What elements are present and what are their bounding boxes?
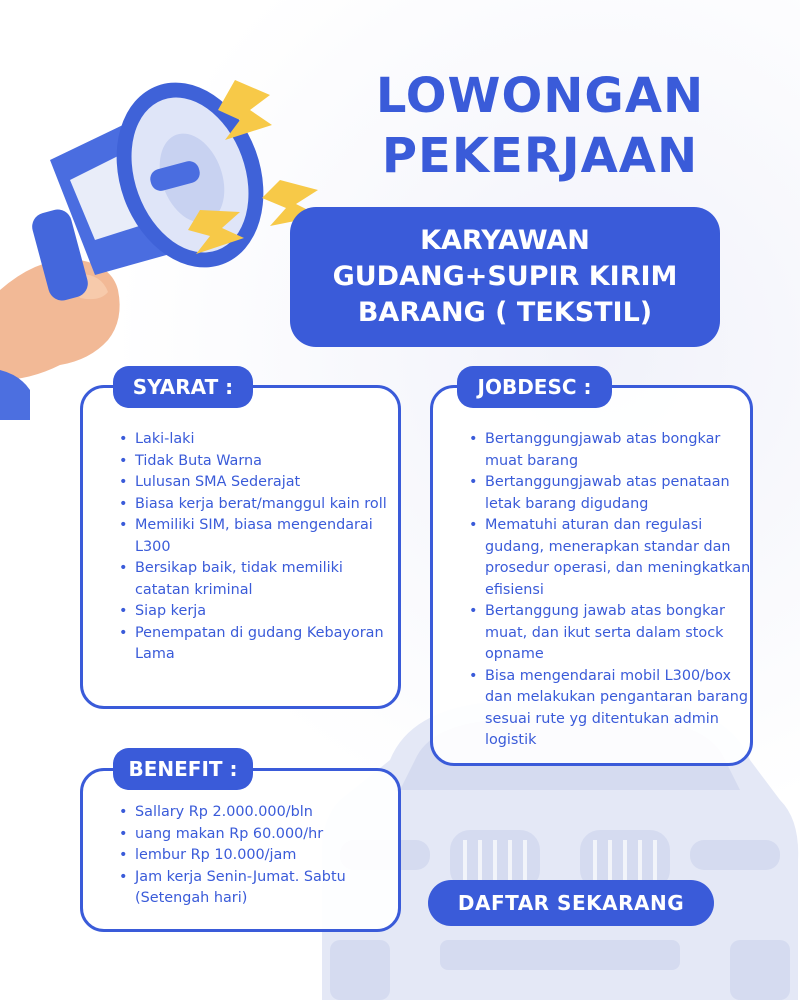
list-item: • Bersikap baik, tidak memiliki catatan kriminal — [135, 558, 400, 601]
list-item: • Lulusan SMA Sederajat — [135, 472, 400, 494]
list-item: • Jam kerja Senin-Jumat. Sabtu (Setengah hari) — [135, 867, 405, 910]
list-item: • Sallary Rp 2.000.000/bln — [135, 802, 405, 824]
list-item: • lembur Rp 10.000/jam — [135, 845, 405, 867]
list-item: • Biasa kerja berat/manggul kain roll — [135, 494, 400, 516]
job-description-label: JOBDESC : — [457, 366, 612, 408]
list-item: • Memiliki SIM, biasa mengendarai L300 — [135, 515, 400, 558]
list-item: • Bertanggungjawab atas penataan letak barang digudang — [485, 472, 755, 515]
megaphone-icon — [0, 40, 340, 420]
benefits-label: BENEFIT : — [113, 748, 253, 790]
list-item: • Bertanggung jawab atas bongkar muat, dan ikut serta dalam stock opname — [485, 601, 755, 666]
list-item: • Laki-laki — [135, 429, 400, 451]
page-title-line: PEKERJAAN — [381, 128, 699, 184]
list-item: • Bisa mengendarai mobil L300/box dan melakukan pengantaran barang sesuai rute yg ditentukan admin logistik — [485, 666, 755, 752]
page-title — [330, 66, 750, 186]
list-item: • Penempatan di gudang Kebayoran Lama — [135, 623, 400, 666]
list-item: • Bertanggungjawab atas bongkar muat barang — [485, 429, 755, 472]
position-line: KARYAWAN — [420, 225, 590, 256]
list-item: • uang makan Rp 60.000/hr — [135, 824, 405, 846]
requirements-panel — [80, 385, 401, 709]
page-title-line: LOWONGAN — [375, 68, 705, 124]
position-line: BARANG ( TEKSTIL) — [357, 297, 653, 328]
benefits-panel — [80, 768, 401, 932]
list-item: • Mematuhi aturan dan regulasi gudang, menerapkan standar dan prosedur operasi, dan meningkatkan efisiensi — [485, 515, 755, 601]
job-description-panel — [430, 385, 753, 766]
apply-now-button[interactable]: DAFTAR SEKARANG — [428, 880, 714, 926]
list-item: • Siap kerja — [135, 601, 400, 623]
position-banner — [290, 207, 720, 347]
list-item: • Tidak Buta Warna — [135, 451, 400, 473]
position-line: GUDANG+SUPIR KIRIM — [332, 261, 678, 292]
requirements-label: SYARAT : — [113, 366, 253, 408]
